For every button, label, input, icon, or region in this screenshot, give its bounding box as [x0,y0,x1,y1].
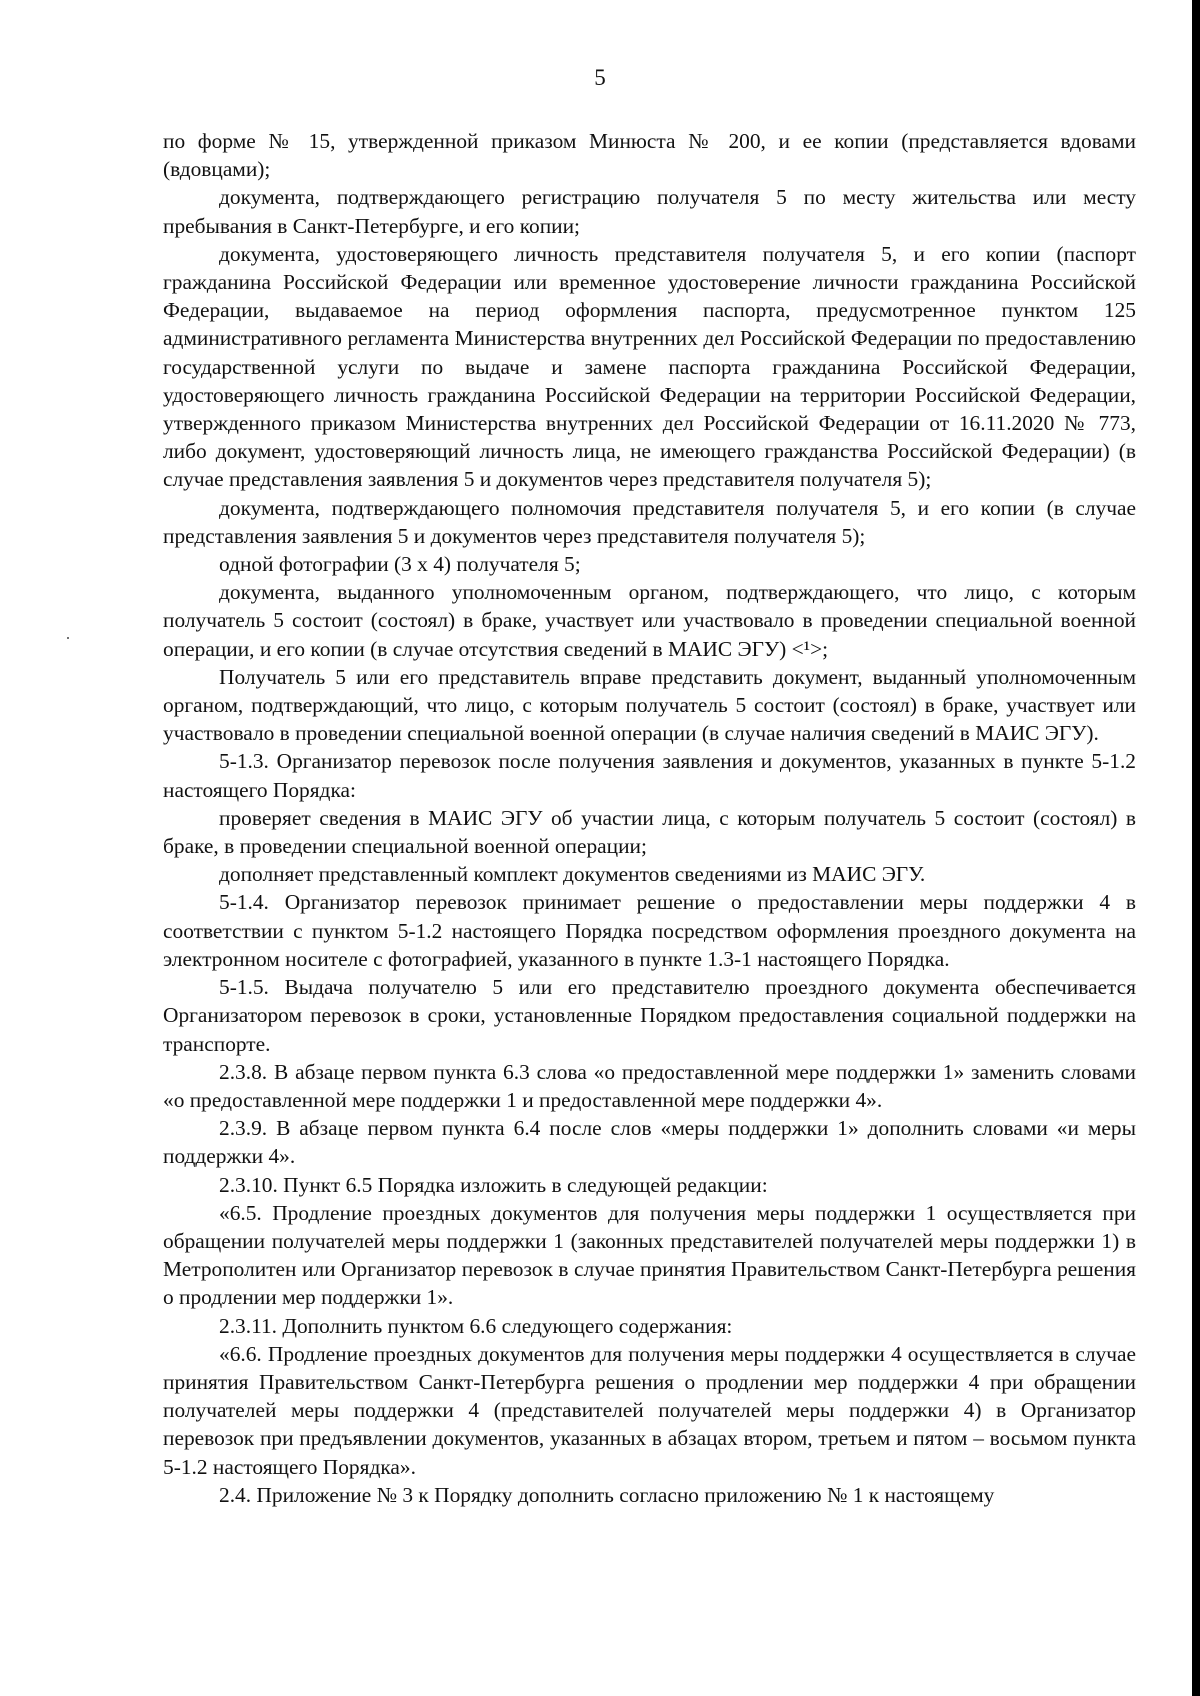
paragraph: 5-1.4. Организатор перевозок принимает решение о предоставлении меры поддержки 4 в соответствии с пунктом 5-1.2 настоящего Порядка посредством оформления проездного документа на электронном носителе с фотографией, указанного в пункте 1.3-1 настоящего Порядка. [163,890,1136,971]
paragraph: 2.3.9. В абзаце первом пункта 6.4 после слов «меры поддержки 1» дополнить словами «и меры поддержки 4». [163,1116,1136,1169]
paragraph: 5-1.5. Выдача получателю 5 или его представителю проездного документа обеспечивается Организатором перевозок в сроки, установленные Порядком предоставления социальной поддержки на транспорте. [163,975,1136,1056]
paragraph: 2.4. Приложение № 3 к Порядку дополнить согласно приложению № 1 к настоящему [219,1482,995,1507]
paragraph: Получатель 5 или его представитель вправе представить документ, выданный уполномоченным органом, подтверждающий, что лицо, с которым получатель 5 состоит (состоял) в браке, участвует или участвовало в проведении специальной военной операции (в случае наличия сведений в МАИС ЭГУ). [163,664,1136,746]
paragraph: 2.3.8. В абзаце первом пункта 6.3 слова «о предоставленной мере поддержки 1» заменить словами «о предоставленной мере поддержки 1 и предоставленной мере поддержки 4». [163,1059,1136,1112]
paragraph: «6.5. Продление проездных документов для получения меры поддержки 1 осуществляется при обращении получателей меры поддержки 1 (законных представителей получателей меры поддержки 1) в Метрополитен или Организатор перевозок в случае принятия Правительством Санкт-Петербурга решения о продлении мер поддержки 1». [163,1200,1136,1310]
paragraph: проверяет сведения в МАИС ЭГУ об участии лица, с которым получатель 5 состоит (состоял) в браке, в проведении специальной военной операции; [163,805,1136,859]
paragraph: дополняет представленный комплект документов сведениями из МАИС ЭГУ. [219,862,926,887]
scan-speck [67,637,69,639]
paragraph: документа, удостоверяющего личность представителя получателя 5, и его копии (паспорт гражданина Российской Федерации или временное удостоверение личности гражданина Российской Федерации, выдаваемое на период оформления паспорта, предусмотренное пунктом 125 административного регламента Министерства внутренних дел Российской Федерации по предоставлению государственной услуги по выдаче и замене паспорта гражданина Российской Федерации, удостоверяющего личность гражданина Российской Федерации на территории Российской Федерации, утвержденного приказом Министерства внутренних дел Российской Федерации от 16.11.2020 № 773, либо документ, удостоверяющий личность лица, не имеющего гражданства Российской Федерации) (в случае представления заявления 5 и документов через представителя получателя 5); [163,241,1136,492]
paragraph: 5-1.3. Организатор перевозок после получения заявления и документов, указанных в пункте 5-1.2 настоящего Порядка: [163,749,1136,802]
page-number: 5 [594,65,606,90]
document-body [163,127,1136,1509]
scan-edge [1192,0,1200,1696]
paragraph: документа, подтверждающего регистрацию получателя 5 по месту жительства или месту пребывания в Санкт-Петербурге, и его копии; [163,185,1136,238]
paragraph: по форме № 15, утвержденной приказом Минюста № 200, и ее копии (представляется вдовами (вдовцами); [163,129,1136,182]
paragraph: одной фотографии (3 х 4) получателя 5; [219,552,581,577]
paragraph: «6.6. Продление проездных документов для получения меры поддержки 4 осуществляется в случае принятия Правительством Санкт-Петербурга решения о продлении мер поддержки 4 при обращении получателей меры поддержки 4 (представителей получателей меры поддержки 4) в Организатор перевозок при предъявлении документов, указанных в абзацах втором, третьем и пятом – восьмом пункта 5-1.2 настоящего Порядка». [163,1341,1136,1479]
paragraph: документа, выданного уполномоченным органом, подтверждающего, что лицо, с которым получатель 5 состоит (состоял) в браке, участвует или участвовало в проведении специальной военной операции, и его копии (в случае отсутствия сведений в МАИС ЭГУ) <¹>; [163,580,1136,661]
paragraph: 2.3.11. Дополнить пунктом 6.6 следующего содержания: [219,1313,733,1338]
paragraph: 2.3.10. Пункт 6.5 Порядка изложить в следующей редакции: [219,1172,768,1197]
paragraph: документа, подтверждающего полномочия представителя получателя 5, и его копии (в случае представления заявления 5 и документов через представителя получателя 5); [163,495,1136,548]
